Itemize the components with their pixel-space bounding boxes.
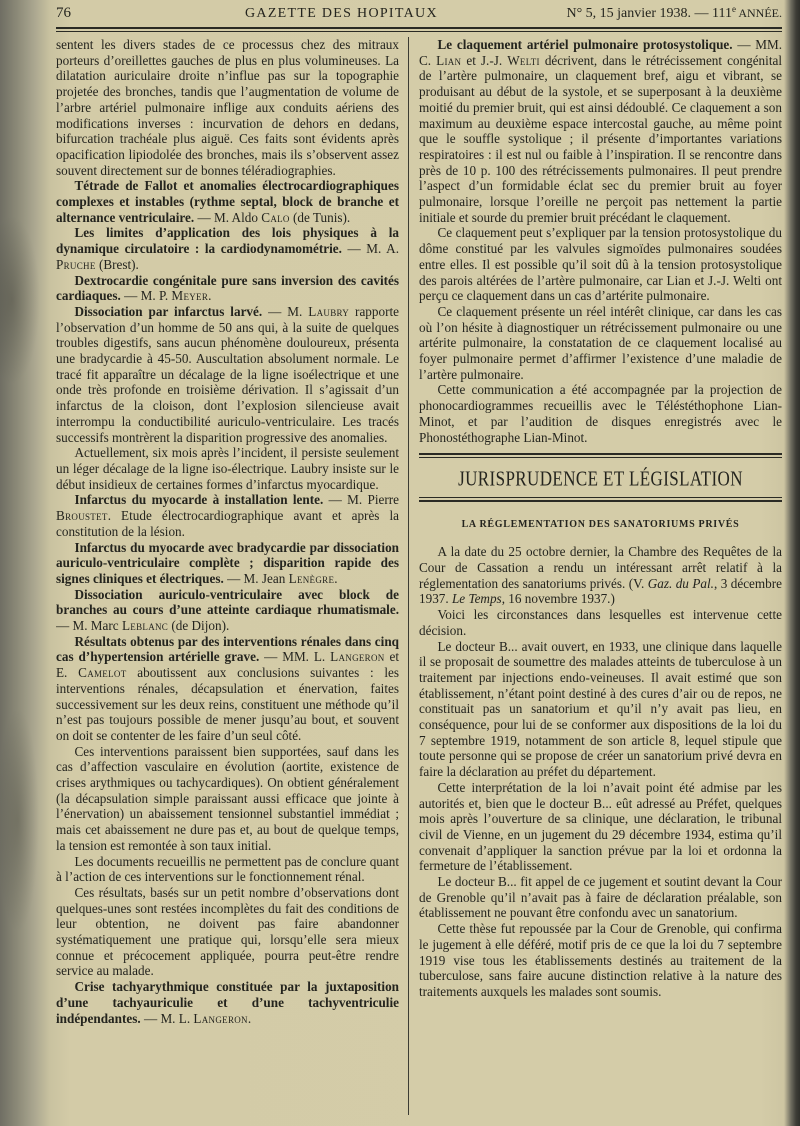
author-name: Pruche — [56, 256, 96, 272]
abstract-text: . — [247, 1010, 252, 1026]
abstract-text: (Brest). — [95, 256, 139, 272]
author-prefix: — M. A. — [341, 241, 399, 257]
paragraph: Cette interprétation de la loi n’avait point été admise par les autorités et, bien que le docteur B... eût adressé au Préfet, quelques mois après l’ouverture de sa clinique, une déclaration, le tribunal civil de Vienne, en un jugement du 29 décembre 1934, estima qu’il convenait d’appliquer la sanction prévue par la loi et ordonna la fermeture de l’établissement. — [419, 779, 782, 874]
issue-date: N° 5, 15 janvier 1938. — 111 — [566, 6, 732, 21]
author-name: Langeron — [330, 649, 385, 665]
author-prefix: — M. Pierre — [323, 492, 399, 508]
paragraph: Ces interventions paraissent bien supportées, sauf dans les cas d’affection vasculaire en évolution (aortite, existence de crises arythmiques ou tachycardiques). On obtient généralement (la décapsulation simple paraissant aussi efficace que jointe à l’énervation) un abaissement tensionnel substantiel immédiat ; mais cet abaissement ne dure pas et, au bout de quelque temps, la tension est remontée à son taux initial. — [56, 743, 399, 853]
author-name: Broustet — [56, 508, 108, 524]
abstract-title: Dextrocardie congénitale pure sans inversion des cavités cardiaques. — [56, 272, 399, 304]
section-title: JURISPRUDENCE ET LÉGISLATION — [458, 466, 743, 491]
issue-ordinal: e — [732, 4, 736, 14]
paragraph: Ce claquement peut s’expliquer par la tension protosystolique du dôme constitué par les valvules sigmoïdes pulmonaires soudées entre elles. Il est possible qu’il soit dû à la tension protosystolique des parois altérées de l’artère pulmonaire, car Lian et J.-J. Welti ont perçu ce claquement dans un cas d’artérite pulmonaire. — [419, 225, 782, 304]
author-name: Meyer — [171, 288, 209, 304]
author-name: Langeron — [193, 1010, 248, 1026]
author-prefix: — M. Marc — [56, 618, 122, 634]
abstract-cardiodynamometrie — [56, 225, 399, 272]
abstract-text: rapporte l’observation d’un homme de 50 ans qui, à la suite de quelques troubles digestifs, sans aucun phénomène douloureux, présenta une bradycardie à 45-50. Auscultation absolument normale. Le tracé fit apparaître un décalage de la ligne isoélectrique et une onde très profonde en troisième dérivation. Il s’agissait d’un infarctus de la cloison, dont l’explosion silencieuse avait interrompu la conductibilité auriculo-ventriculaire. Les tracés successifs montrèrent la disparition progressive des anomalies. — [56, 303, 399, 445]
author-name: Laubry — [308, 303, 350, 319]
abstract-interventions-renales — [56, 634, 399, 744]
abstract-text: . — [334, 570, 338, 586]
page-header — [56, 5, 782, 25]
abstract-infarctus-lent — [56, 492, 399, 539]
paragraph-text: , 16 novembre 1937.) — [501, 591, 615, 607]
abstract-text: (de Tunis). — [289, 209, 351, 225]
abstract-text: (de Dijon). — [168, 618, 230, 634]
author-prefix: — M. Jean — [223, 570, 289, 586]
abstract-title: Crise tachyarythmique constituée par la juxtaposition d’une tachyauriculie et d’une tachyventriculie indépendantes. — [56, 979, 399, 1026]
paragraph: Le docteur B... avait ouvert, en 1933, une clinique dans laquelle il se proposait de soumettre des malades atteints de tuberculose à un traitement par injections endo-veineuses. Il avait estimé que son établissement, n’étant point destiné à des cures d’air ou de repos, ne constituait pas un sanatorium et qu’il n’y avait pas lieu, en conséquence, pour lui de se conformer aux dispositions de la loi du 7 septembre 1919, notamment de son article 8, lequel stipule que toute personne qui se propose de créer un sanatorium privé devra en faire la déclaration au préfet du département. — [419, 638, 782, 780]
paragraph: Les documents recueillis ne permettent pas de conclure quant à l’action de ces interventions sur le fonctionnement rénal. — [56, 853, 399, 885]
issue-info — [566, 6, 782, 22]
abstract-infarctus-larve — [56, 304, 399, 445]
paragraph-continuation: sentent les divers stades de ce processus chez des mitraux porteurs d’oreillettes gauches de plus en plus volumineuses. La dilatation auriculaire droite n’influe pas sur la topographie projetée des bronches, tandis que l’augmentation de volume de l’arbre artériel pulmonaire inflige aux conduits aériens des modifications inverses : incurvation de dehors en dedans, bifurcation trachéale plus aiguë. Ces faits sont évidents après opacification lipiodolée des bronches, mais ils s’observent assez souvent directement sur de bonnes téléradiographies. — [56, 37, 399, 178]
author-separator: et E. — [56, 649, 399, 681]
left-column — [56, 37, 399, 1121]
paragraph: Voici les circonstances dans lesquelles est intervenue cette décision. — [419, 607, 782, 638]
abstract-text: décrivent, dans le rétrécissement congénital de l’artère pulmonaire, un claquement bref, aigu et vibrant, se produisant au début de la systole, et se superposant à la deuxième moitié du premier bruit, qui est ainsi dédoublé. Ce claquement a son maximum au deuxième espace intercostal gauche, au même point que le souffle systolique ; il présente d’importantes variations respiratoires : il est nul ou faible à l’inspiration. Il se rencontre dans près de 10 p. 100 des rétrécissements pulmonaires. Il peut prendre l’aspect d’un formidable éclat sec du premier bruit au foyer pulmonaire, lorsque l’oreille ne perçoit pas nettement la partie initiale et sourde du premier bruit précédant le claquement. — [419, 52, 782, 225]
abstract-dextrocardie — [56, 273, 399, 304]
right-column — [419, 37, 782, 1121]
abstract-title: Tétrade de Fallot et anomalies électrocardiographiques complexes et instables (rythme septal, block de branche et alternance ventriculaire. — [56, 178, 399, 225]
author-prefix: — M. L. — [140, 1010, 194, 1026]
author-name: Camelot — [78, 665, 127, 681]
author-prefix: — M. Aldo — [194, 209, 262, 225]
header-rule — [56, 27, 782, 32]
abstract-dissociation-block — [56, 587, 399, 634]
paragraph-text: , 3 décembre 1937. — [419, 575, 782, 607]
paragraph: Cette communication a été accompagnée par la projection de phonocardiogrammes recueillis avec le Téléstéthophone Lian-Minot, et par l’audition de disques enregistrés avec le Phonostéthographe Lian-Minot. — [419, 382, 782, 445]
author-name: Lenègre — [288, 570, 335, 586]
author-name: Leblanc — [121, 618, 169, 634]
abstract-title: Les limites d’application des lois physiques à la dynamique circulatoire : la cardiodynamométrie. — [56, 225, 399, 257]
author-prefix: — MM. L. — [259, 649, 331, 665]
abstract-title: Infarctus du myocarde à installation lente. — [74, 492, 324, 508]
paragraph: Cette thèse fut repoussée par la Cour de Grenoble, qui confirma le jugement à elle déféré, motif pris de ce que la loi du 7 septembre 1919 vise tous les établissements destinés au traitement de la tuberculose, sans faire aucune distinction relative à la nature des traitements auxquels les malades sont soumis. — [419, 921, 782, 999]
abstract-fallot — [56, 178, 399, 225]
column-divider — [408, 37, 409, 1115]
citation-source: Le Temps — [451, 591, 502, 607]
author-name: Welti — [507, 52, 540, 68]
author-name: Lian — [436, 52, 462, 68]
paragraph: Le docteur B... fit appel de ce jugement et soutint devant la Cour de Grenoble qu’il n’avait pas à faire de déclaration préalable, son établissement ne pouvant être confondu avec un sanatorium. — [419, 874, 782, 921]
section-heading — [419, 467, 782, 491]
abstract-title: Infarctus du myocarde avec bradycardie par dissociation auriculo-ventriculaire complète ; disparition rapide des signes cliniques et électriques. — [56, 539, 399, 586]
author-prefix: — M. P. — [120, 288, 172, 304]
abstract-claquement-pulmonaire — [419, 37, 782, 225]
abstract-text: . Etude électrocardiographique avant et après la constitution de la lésion. — [56, 508, 399, 539]
abstract-title: Résultats obtenus par des interventions rénales dans cinq cas d’hypertension artérielle grave. — [56, 633, 399, 665]
abstract-title: Dissociation auriculo-ventriculaire avec block de branches au cours d’une atteinte cardiaque rhumatismale. — [56, 586, 399, 618]
abstract-text: . — [208, 288, 212, 304]
section-rule-bottom — [419, 497, 782, 502]
author-name: Calo — [261, 209, 290, 225]
abstract-title: Dissociation par infarctus larvé. — [74, 303, 263, 319]
paragraph: Ces résultats, basés sur un petit nombre d’observations dont quelques-unes sont restées incomplètes du fait des conditions de leur obtention, ne doivent pas faire abandonner systématiquement une pratique qui, lorsqu’elle sera mieux connue et précocement appliquée, pourra peut-être rendre service au malade. — [56, 884, 399, 979]
author-prefix: — M. — [262, 303, 309, 319]
abstract-text: aboutissent aux conclusions suivantes : les interventions rénales, décapsulation et énervation, faites successivement sur les deux reins, constituent une méthode qu’il n’est pas toujours possible de mener jusqu’au bout, et souvent on doit se contenter de les faire d’un seul côté. — [56, 665, 399, 743]
issue-label: ANNÉE. — [736, 6, 782, 20]
journal-title: GAZETTE DES HOPITAUX — [245, 6, 438, 21]
paragraph: Ce claquement présente un réel intérêt clinique, car dans les cas où l’on hésite à diagnostiquer un rétrécissement pulmonaire ou une artérite pulmonaire, la constatation de ce claquement localisé au foyer pulmonaire permet d’affirmer l’existence d’une maladie de l’artère pulmonaire. — [419, 303, 782, 382]
citation-source: Gaz. du Pal. — [647, 575, 714, 591]
author-separator: et J.-J. — [461, 52, 508, 68]
page-number: 76 — [56, 5, 71, 21]
paragraph-arret — [419, 544, 782, 607]
section-subtitle: LA RÉGLEMENTATION DES SANATORIUMS PRIVÉS — [461, 519, 740, 531]
abstract-title: Le claquement artériel pulmonaire protosystolique. — [437, 37, 733, 52]
abstract-infarctus-bradycardie — [56, 540, 399, 587]
section-rule-top — [419, 453, 782, 458]
author-prefix: — MM. C. — [419, 37, 782, 68]
abstract-crise-tachyarythmique — [56, 979, 399, 1026]
paragraph-text: A la date du 25 octobre dernier, la Chambre des Requêtes de la Cour de Cassation a rendu un intéressant arrêt relatif à la réglementation des sanatoriums privés. (V. — [419, 544, 782, 591]
paragraph: Actuellement, six mois après l’incident, il persiste seulement un léger décalage de la ligne iso-électrique. Laubry insiste sur le début insidieux de certaines formes d’infarctus myocardique. — [56, 445, 399, 492]
